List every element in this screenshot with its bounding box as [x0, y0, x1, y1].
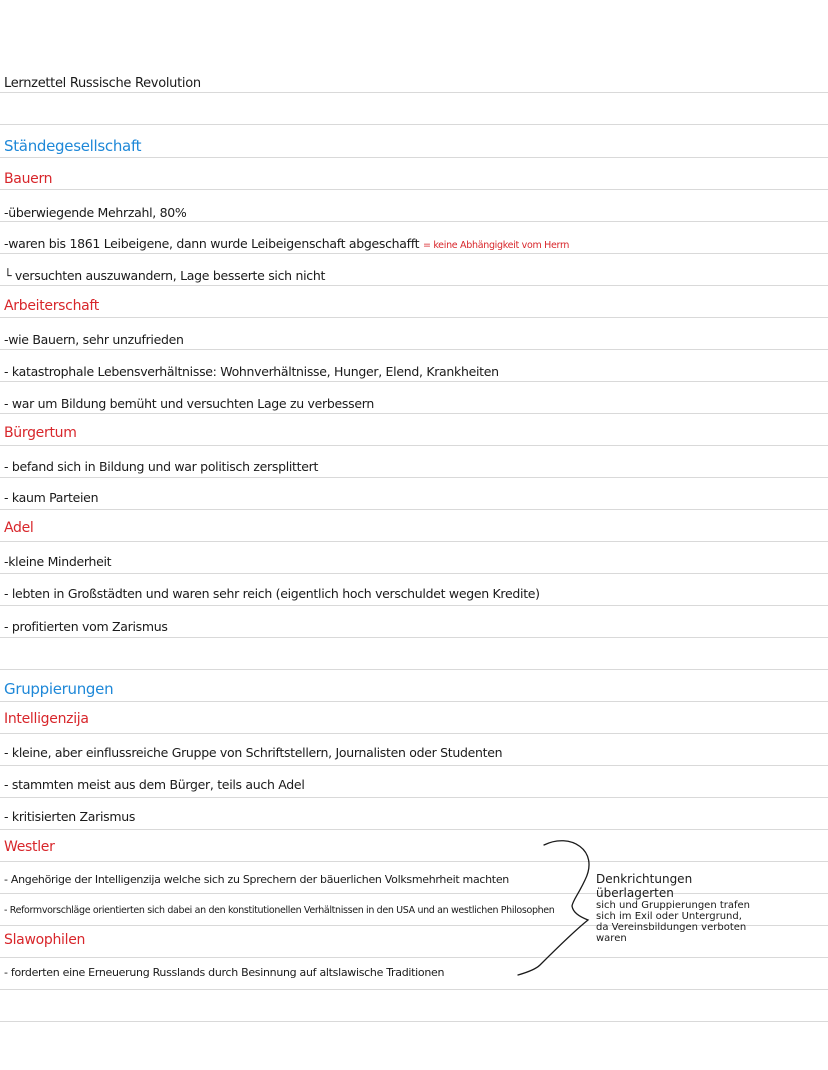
section-heading-gruppierungen: Gruppierungen — [4, 680, 114, 698]
adel-line-1: -kleine Minderheit — [4, 554, 112, 569]
intelligenzija-line-2: - stammten meist aus dem Bürger, teils auch Adel — [4, 777, 305, 792]
bauern-line-2-note: = keine Abhängigkeit vom Herrn — [422, 240, 570, 251]
bauern-line-1: -überwiegende Mehrzahl, 80% — [4, 205, 187, 220]
page-title: Lernzettel Russische Revolution — [4, 76, 201, 91]
heading-adel: Adel — [4, 520, 34, 536]
heading-bauern: Bauern — [4, 171, 53, 187]
westler-line-2: - Reformvorschläge orientierten sich dabei an den konstitutionellen Verhältnissen in den USA und an westlichen Philosophen — [4, 905, 555, 916]
slawophilen-line-1: - forderten eine Erneuerung Russlands durch Besinnung auf altslawische Traditionen — [4, 966, 445, 979]
side-note-line-3: sich im Exil oder Untergrund, — [596, 911, 742, 922]
heading-intelligenzija: Intelligenzija — [4, 711, 89, 727]
heading-westler: Westler — [4, 839, 55, 855]
bauern-line-2-text: -waren bis 1861 Leibeigene, dann wurde Leibeigenschaft abgeschafft — [4, 236, 420, 251]
adel-line-3: - profitierten vom Zarismus — [4, 619, 168, 634]
heading-slawophilen: Slawophilen — [4, 932, 86, 948]
side-note-line-1: Denkrichtungen überlagerten — [596, 872, 693, 900]
side-note-line-5: waren — [596, 933, 627, 944]
section-heading-staendegesellschaft: Ständegesellschaft — [4, 137, 142, 155]
buergertum-line-2: - kaum Parteien — [4, 490, 99, 505]
intelligenzija-line-1: - kleine, aber einflussreiche Gruppe von Schriftstellern, Journalisten oder Studenten — [4, 745, 503, 760]
bauern-line-3: └ versuchten auszuwandern, Lage besserte sich nicht — [4, 268, 326, 283]
heading-buergertum: Bürgertum — [4, 425, 77, 441]
arbeiterschaft-line-3: - war um Bildung bemüht und versuchten Lage zu verbessern — [4, 396, 374, 411]
westler-line-1: - Angehörige der Intelligenzija welche sich zu Sprechern der bäuerlichen Volksmehrheit machten — [4, 873, 509, 886]
heading-arbeiterschaft: Arbeiterschaft — [4, 298, 99, 314]
intelligenzija-line-3: - kritisierten Zarismus — [4, 809, 136, 824]
adel-line-2: - lebten in Großstädten und waren sehr reich (eigentlich hoch verschuldet wegen Kredite) — [4, 586, 540, 601]
side-note-line-4: da Vereinsbildungen verboten — [596, 922, 747, 933]
side-note — [596, 872, 756, 944]
arbeiterschaft-line-1: -wie Bauern, sehr unzufrieden — [4, 332, 184, 347]
buergertum-line-1: - befand sich in Bildung und war politisch zersplittert — [4, 459, 319, 474]
arbeiterschaft-line-2: - katastrophale Lebensverhältnisse: Wohnverhältnisse, Hunger, Elend, Krankheiten — [4, 364, 499, 379]
side-note-line-2: sich und Gruppierungen trafen — [596, 900, 751, 911]
